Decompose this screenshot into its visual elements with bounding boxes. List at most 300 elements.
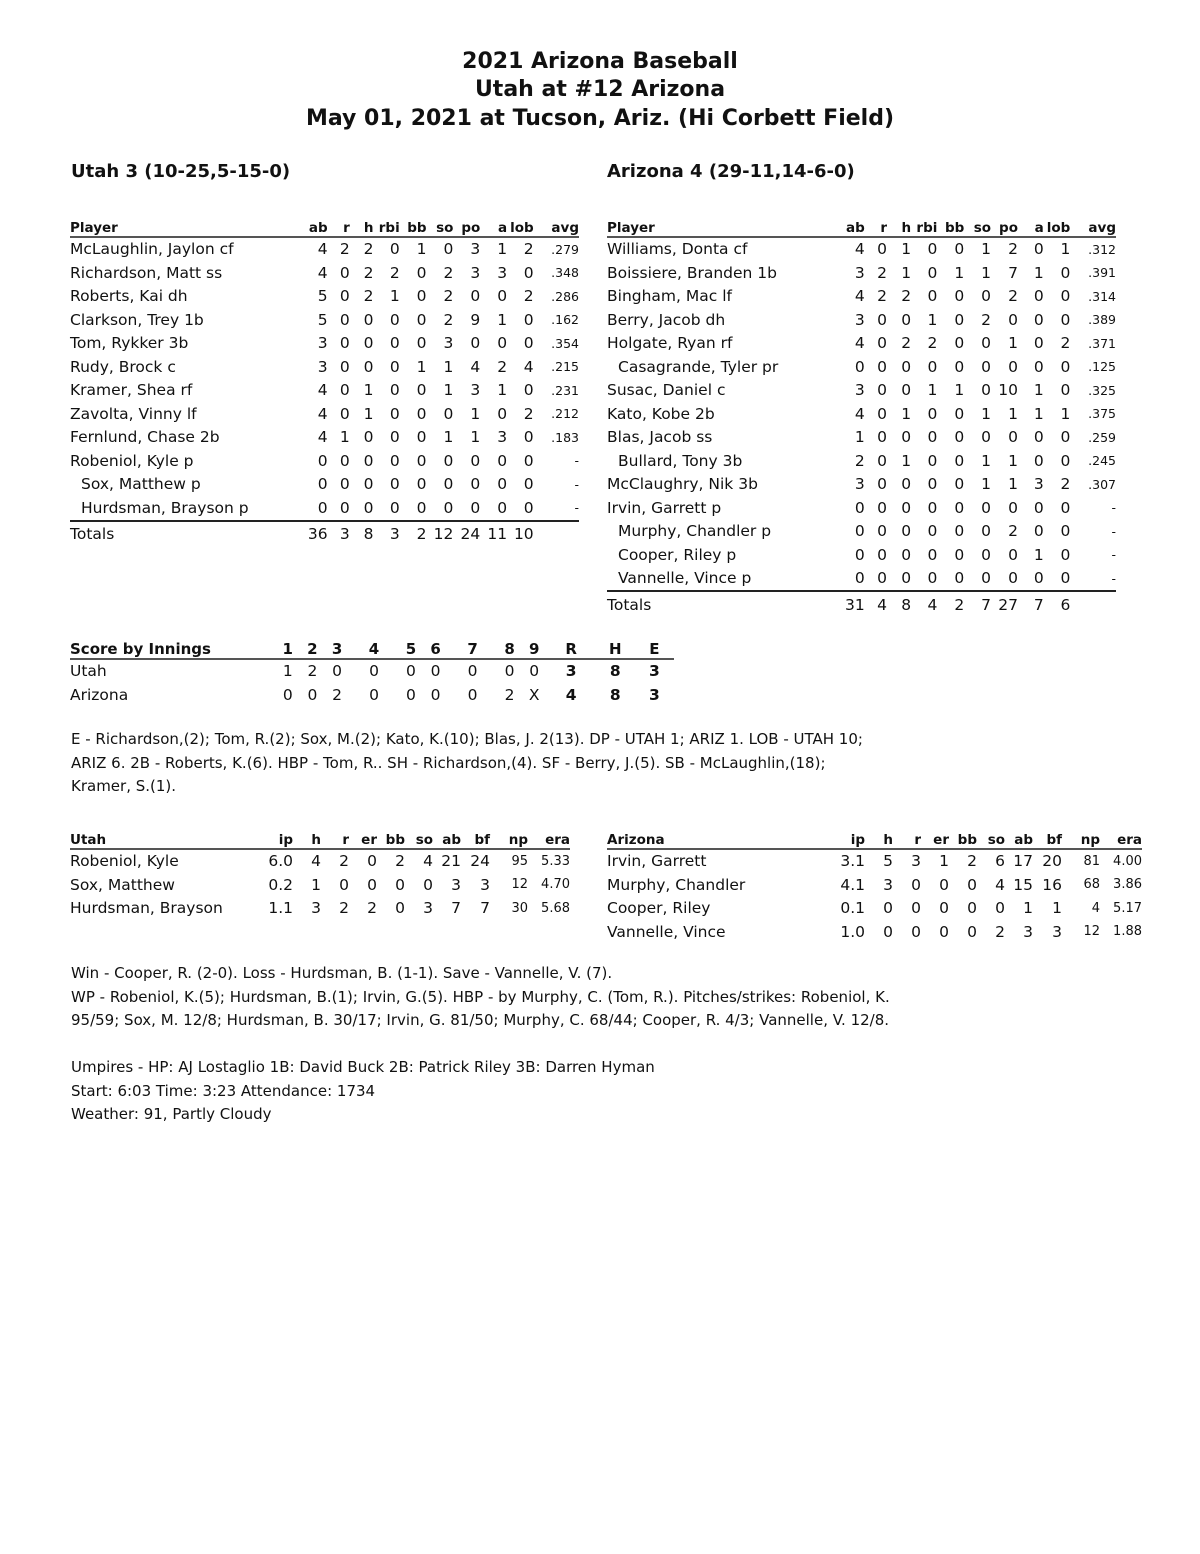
stat-avg: .354 — [551, 335, 579, 351]
stat-np: 68 — [1083, 877, 1100, 893]
stat-avg: .314 — [1088, 288, 1116, 304]
stat-rbi: 1 — [389, 287, 400, 306]
stat-ab: 5 — [317, 310, 328, 329]
stat-er: 0 — [939, 875, 949, 894]
stat-h: 1 — [363, 381, 374, 400]
stat-r: 0 — [339, 287, 350, 306]
col-h: h — [293, 824, 321, 849]
batter-row — [607, 332, 1116, 356]
stat-a: 1 — [497, 310, 508, 329]
stat-rbi: 0 — [389, 334, 400, 353]
stat-np: 12 — [1083, 924, 1100, 940]
stat-so: 0 — [981, 287, 991, 306]
line-score-row-arizona — [70, 683, 674, 707]
stat-avg: .312 — [1088, 241, 1116, 257]
col-a: a — [480, 212, 507, 237]
stat-r: 0 — [339, 451, 350, 470]
stat-ab: 5 — [317, 287, 328, 306]
stat-h: 0 — [901, 428, 912, 447]
stat-er: 1 — [939, 852, 949, 871]
stat-a: 0 — [1033, 310, 1044, 329]
stat-po: 3 — [470, 263, 481, 282]
stat-era: 5.17 — [1113, 900, 1142, 916]
stat-lob: 0 — [523, 475, 534, 494]
stat-po: 1 — [1008, 451, 1018, 470]
stat-er: 2 — [367, 899, 377, 918]
stat-avg: - — [1111, 523, 1116, 539]
stat-lob: 0 — [523, 310, 534, 329]
stat-rbi: 2 — [389, 263, 400, 282]
stat-a: 0 — [1033, 240, 1044, 259]
stat-po: 9 — [470, 310, 481, 329]
stat-avg: .231 — [551, 382, 579, 398]
stat-ab: 3 — [1023, 922, 1033, 941]
pitching-header-row — [70, 824, 570, 849]
batter-row — [607, 567, 1116, 592]
stat-lob: 0 — [1060, 428, 1071, 447]
stat-ip: 0.2 — [268, 875, 293, 894]
col-bb: bb — [400, 212, 427, 237]
pitcher-name: Murphy, Chandler — [607, 875, 746, 894]
stat-bb: 2 — [967, 852, 977, 871]
stat-bb: 0 — [954, 475, 965, 494]
inning-score: 2 — [332, 685, 342, 704]
player-name: Sox, Matthew p — [81, 475, 201, 494]
totals-row — [70, 521, 579, 547]
stat-so: 2 — [443, 263, 454, 282]
stat-so: 1 — [981, 263, 991, 282]
batter-row — [70, 496, 579, 521]
stat-a: 1 — [1033, 381, 1044, 400]
inning-score: 0 — [430, 685, 441, 704]
stat-po: 1 — [1008, 475, 1018, 494]
stat-a: 1 — [1033, 545, 1044, 564]
stat-so: 1 — [443, 381, 454, 400]
total-po: 24 — [460, 525, 481, 544]
stat-h: 1 — [901, 263, 912, 282]
batter-row — [607, 308, 1116, 332]
stat-so: 1 — [981, 404, 991, 423]
hits-header: H — [596, 634, 635, 659]
player-name: McLaughlin, Jaylon cf — [70, 240, 234, 259]
stat-so: 0 — [981, 334, 991, 353]
stat-bf: 20 — [1042, 852, 1062, 871]
stat-bb: 0 — [967, 875, 977, 894]
col-rbi: rbi — [911, 212, 937, 237]
pitcher-name: Irvin, Garrett — [607, 852, 707, 871]
stat-bb: 1 — [416, 357, 427, 376]
decisions-line: WP - Robeniol, K.(5); Hurdsman, B.(1); Irvin, G.(5). HBP - by Murphy, C. (Tom, R.). Pitches/strikes: Robeniol, K. — [71, 987, 890, 1006]
col-er: er — [349, 824, 377, 849]
stat-lob: 2 — [523, 240, 534, 259]
col-player: Player — [70, 212, 294, 237]
stat-ab: 0 — [294, 496, 328, 521]
stat-so: 1 — [443, 428, 454, 447]
stat-bb: 0 — [416, 287, 427, 306]
stat-bb: 0 — [416, 263, 427, 282]
stat-h: 1 — [901, 451, 912, 470]
stat-ab: 3 — [317, 357, 328, 376]
stat-po: 2 — [1008, 522, 1018, 541]
stat-h: 0 — [363, 334, 374, 353]
inning-score: 0 — [504, 662, 515, 681]
stat-a: 0 — [1033, 287, 1044, 306]
total-avg-blank — [534, 521, 579, 547]
inning-score: 0 — [307, 685, 318, 704]
stat-bb: 0 — [416, 404, 427, 423]
stat-bb: 0 — [967, 899, 977, 918]
stat-a: 0 — [497, 451, 508, 470]
stat-so: 1 — [981, 451, 991, 470]
stat-h: 0 — [901, 522, 912, 541]
stat-lob: 0 — [1060, 357, 1071, 376]
player-name: Holgate, Ryan rf — [607, 334, 733, 353]
stat-r: 2 — [339, 899, 349, 918]
stat-bb: 0 — [954, 451, 965, 470]
player-name: Cooper, Riley p — [618, 545, 737, 564]
weather-line: Weather: 91, Partly Cloudy — [71, 1105, 272, 1123]
stat-r: 1 — [339, 428, 350, 447]
stat-ab: 4 — [854, 334, 865, 353]
stat-ab: 7 — [451, 899, 461, 918]
stat-h: 0 — [363, 475, 374, 494]
player-name: Boissiere, Branden 1b — [607, 263, 777, 282]
player-name: Richardson, Matt ss — [70, 263, 223, 282]
stat-r: 0 — [911, 922, 921, 941]
player-name: Murphy, Chandler p — [618, 522, 772, 541]
stat-po: 3 — [470, 381, 481, 400]
pitching-header-row — [607, 824, 1142, 849]
notes-line: ARIZ 6. 2B - Roberts, K.(6). HBP - Tom, R.. SH - Richardson,(4). SF - Berry, J.(5). SB - McLaughlin,(18); — [71, 753, 826, 772]
stat-avg: - — [574, 476, 579, 492]
stat-so: 0 — [964, 567, 991, 592]
stat-rbi: 1 — [927, 310, 938, 329]
batter-row — [607, 449, 1116, 473]
game-info — [71, 1056, 1031, 1127]
batter-row — [607, 496, 1116, 520]
stat-r: 0 — [877, 522, 888, 541]
total-errors: 3 — [649, 662, 660, 681]
inning-score: 0 — [467, 685, 478, 704]
stat-r: 0 — [877, 475, 888, 494]
stat-r: 0 — [877, 498, 888, 517]
total-lob: 6 — [1060, 595, 1071, 614]
stat-r: 2 — [877, 263, 888, 282]
col-ab: ab — [831, 212, 865, 237]
umpires-line: Umpires - HP: AJ Lostaglio 1B: David Buck 2B: Patrick Riley 3B: Darren Hyman — [71, 1058, 655, 1076]
stat-rbi: 0 — [927, 451, 938, 470]
pitcher-row — [607, 897, 1142, 921]
stat-avg: .348 — [551, 265, 579, 281]
stat-so: 0 — [995, 899, 1005, 918]
inning-2: 2 — [300, 634, 325, 659]
total-runs: 3 — [565, 662, 577, 681]
stat-h: 0 — [363, 451, 374, 470]
stat-ab: 3 — [854, 381, 865, 400]
player-name: Kato, Kobe 2b — [607, 404, 715, 423]
stat-np: 30 — [511, 900, 528, 916]
stat-po: 2 — [1008, 287, 1018, 306]
team-name: Arizona — [70, 685, 129, 704]
total-errors: 3 — [649, 685, 660, 704]
stat-h: 0 — [350, 496, 374, 521]
stat-avg: .215 — [551, 359, 579, 375]
stat-r: 0 — [877, 404, 888, 423]
stat-h: 0 — [883, 899, 893, 918]
inning-score: 0 — [406, 685, 416, 704]
stat-ab: 4 — [317, 381, 328, 400]
stat-avg: - — [574, 453, 579, 469]
stat-bb: 0 — [395, 875, 405, 894]
decisions-line: Win - Cooper, R. (2-0). Loss - Hurdsman, B. (1-1). Save - Vannelle, V. (7). — [71, 964, 613, 982]
stat-avg: .162 — [551, 312, 579, 328]
stat-rbi: 0 — [927, 475, 938, 494]
stat-ab: 15 — [1013, 875, 1033, 894]
stat-bf: 1 — [1052, 899, 1062, 918]
stat-bb: 0 — [416, 475, 427, 494]
col-bf: bf — [461, 824, 490, 849]
stat-ab: 1 — [1023, 899, 1033, 918]
stat-r: 0 — [339, 875, 349, 894]
game-notes — [71, 728, 1031, 799]
totals-label: Totals — [607, 595, 652, 614]
stat-lob: 1 — [1060, 404, 1071, 423]
stat-ab: 0 — [854, 498, 865, 517]
stat-bb: 0 — [954, 357, 965, 376]
stat-a: 1 — [497, 381, 508, 400]
stat-rbi: 0 — [911, 567, 937, 592]
inning-score: 0 — [332, 662, 342, 681]
stat-r: 0 — [877, 451, 888, 470]
stat-h: 3 — [883, 875, 893, 894]
stat-po: 2 — [1008, 240, 1018, 259]
inning-score: 1 — [282, 662, 293, 681]
stat-lob: 2 — [1060, 475, 1071, 494]
stat-a: 0 — [497, 287, 508, 306]
stat-a: 0 — [480, 496, 507, 521]
stat-h: 0 — [363, 428, 374, 447]
stat-ip: 4.1 — [840, 875, 865, 894]
stat-era: 3.86 — [1113, 877, 1142, 893]
inning-score: 0 — [529, 662, 540, 681]
stat-lob: 2 — [523, 287, 534, 306]
player-name: Rudy, Brock c — [70, 357, 176, 376]
player-name: McClaughry, Nik 3b — [607, 475, 758, 494]
stat-rbi: 0 — [927, 404, 938, 423]
stat-ab: 3 — [451, 875, 461, 894]
stat-lob: 0 — [1060, 263, 1071, 282]
stat-avg: - — [1111, 547, 1116, 563]
col-lob: lob — [1044, 212, 1071, 237]
player-name: Hurdsman, Brayson p — [70, 496, 294, 521]
total-ab: 36 — [307, 525, 328, 544]
stat-r: 0 — [339, 381, 350, 400]
col-po: po — [991, 212, 1018, 237]
stat-r: 0 — [339, 334, 350, 353]
stat-h: 0 — [901, 498, 912, 517]
pitcher-row — [70, 897, 570, 921]
stat-ab: 4 — [854, 287, 865, 306]
batter-row — [607, 402, 1116, 426]
stat-r: 0 — [339, 404, 350, 423]
stat-bb: 0 — [954, 334, 965, 353]
stat-ip: 6.0 — [268, 852, 293, 871]
batter-row — [607, 520, 1116, 544]
line-score-title: Score by Innings — [70, 634, 275, 659]
stat-bb: 0 — [395, 899, 405, 918]
inning-6: 6 — [423, 634, 448, 659]
stat-ab: 4 — [854, 404, 865, 423]
col-a: a — [1018, 212, 1044, 237]
stat-so: 1 — [981, 240, 991, 259]
stat-lob: 2 — [1060, 334, 1071, 353]
col-ab: ab — [433, 824, 461, 849]
stat-ab: 0 — [831, 567, 865, 592]
stat-rbi: 0 — [927, 287, 938, 306]
stat-r: 0 — [339, 263, 350, 282]
stat-po: 0 — [991, 567, 1018, 592]
stat-rbi: 0 — [927, 522, 938, 541]
col-r: r — [865, 212, 887, 237]
stat-bb: 0 — [416, 334, 427, 353]
stat-lob: 0 — [523, 451, 534, 470]
stat-bf: 3 — [1052, 922, 1062, 941]
stat-bb: 0 — [954, 545, 965, 564]
col-r: r — [328, 212, 350, 237]
stat-po: 1 — [470, 404, 481, 423]
stat-np: 81 — [1083, 853, 1100, 869]
stat-r: 0 — [877, 240, 888, 259]
totals-label: Totals — [70, 525, 115, 544]
stat-avg: .125 — [1088, 359, 1116, 375]
inning-score: X — [528, 685, 540, 704]
col-bb: bb — [377, 824, 405, 849]
player-name: Susac, Daniel c — [607, 381, 726, 400]
stat-so: 4 — [995, 875, 1005, 894]
player-name: Vannelle, Vince p — [607, 567, 831, 592]
player-name: Irvin, Garrett p — [607, 498, 722, 517]
stat-a: 1 — [497, 240, 508, 259]
stat-bb: 0 — [967, 922, 977, 941]
stat-ab: 0 — [317, 451, 328, 470]
stat-lob: 2 — [523, 404, 534, 423]
stat-ab: 0 — [854, 522, 865, 541]
stat-rbi: 0 — [927, 263, 938, 282]
batter-row — [607, 379, 1116, 403]
total-r: 4 — [877, 595, 888, 614]
inning-5: 5 — [399, 634, 424, 659]
stat-er: 0 — [939, 899, 949, 918]
inning-8: 8 — [497, 634, 522, 659]
stat-a: 0 — [1033, 451, 1044, 470]
stat-bb: 2 — [395, 852, 405, 871]
stat-avg: .389 — [1088, 312, 1116, 328]
col-er: er — [921, 824, 949, 849]
total-po: 27 — [998, 595, 1018, 614]
col-h: h — [887, 212, 911, 237]
pitcher-row — [607, 920, 1142, 944]
stat-r: 0 — [911, 899, 921, 918]
pitcher-name: Sox, Matthew — [70, 875, 175, 894]
col-pitcher: Utah — [70, 824, 263, 849]
stat-ab: 3 — [317, 334, 328, 353]
stat-ip: 0.1 — [840, 899, 865, 918]
stat-so: 0 — [981, 381, 991, 400]
stat-avg: .375 — [1088, 406, 1116, 422]
stat-so: 3 — [423, 899, 433, 918]
stat-bf: 7 — [480, 899, 490, 918]
player-name: Fernlund, Chase 2b — [70, 428, 220, 447]
stat-r: 2 — [877, 287, 888, 306]
stat-rbi: 0 — [389, 310, 400, 329]
stat-rbi: 0 — [389, 404, 400, 423]
line-score-header — [70, 634, 674, 659]
total-so: 7 — [981, 595, 991, 614]
stat-po: 0 — [470, 475, 481, 494]
stat-lob: 0 — [1060, 545, 1071, 564]
stat-h: 0 — [883, 922, 893, 941]
stat-po: 0 — [1008, 498, 1018, 517]
stat-so: 2 — [443, 310, 454, 329]
stat-h: 2 — [363, 263, 374, 282]
stat-po: 0 — [470, 451, 481, 470]
col-ab: ab — [294, 212, 328, 237]
stat-avg: .307 — [1088, 476, 1116, 492]
start-time-attendance-line: Start: 6:03 Time: 3:23 Attendance: 1734 — [71, 1081, 376, 1100]
col-bb: bb — [937, 212, 964, 237]
player-name: Robeniol, Kyle p — [70, 451, 194, 470]
stat-rbi: 0 — [389, 428, 400, 447]
batter-row — [607, 473, 1116, 497]
stat-ab: 3 — [854, 475, 865, 494]
stat-rbi: 0 — [389, 381, 400, 400]
pitcher-row — [70, 849, 570, 874]
stat-h: 2 — [901, 287, 912, 306]
stat-avg: .183 — [551, 429, 579, 445]
col-lob: lob — [507, 212, 534, 237]
errors-header: E — [635, 634, 674, 659]
col-np: np — [1062, 824, 1100, 849]
player-name: Berry, Jacob dh — [607, 310, 726, 329]
col-bf: bf — [1033, 824, 1062, 849]
stat-po: 0 — [1008, 428, 1018, 447]
arizona-pitching-table — [607, 824, 1142, 944]
stat-bb: 0 — [416, 310, 427, 329]
batter-row — [70, 449, 579, 473]
stat-so: 0 — [423, 875, 433, 894]
col-so: so — [427, 212, 454, 237]
stat-h: 5 — [883, 852, 893, 871]
col-avg: avg — [1070, 212, 1116, 237]
stat-bb: 0 — [937, 567, 964, 592]
stat-po: 0 — [1008, 357, 1018, 376]
stat-bb: 0 — [954, 498, 965, 517]
stat-bf: 24 — [470, 852, 490, 871]
stat-po: 4 — [470, 357, 481, 376]
stat-so: 0 — [981, 498, 991, 517]
stat-po: 1 — [470, 428, 481, 447]
stat-bb: 0 — [400, 496, 427, 521]
stat-avg: - — [1070, 567, 1116, 592]
batter-row — [607, 285, 1116, 309]
total-hits: 8 — [609, 662, 621, 681]
runs-header: R — [547, 634, 596, 659]
stat-so: 0 — [981, 428, 991, 447]
stat-so: 0 — [443, 475, 454, 494]
col-ip: ip — [263, 824, 293, 849]
stat-a: 0 — [497, 404, 508, 423]
pitcher-name: Hurdsman, Brayson — [70, 899, 223, 918]
